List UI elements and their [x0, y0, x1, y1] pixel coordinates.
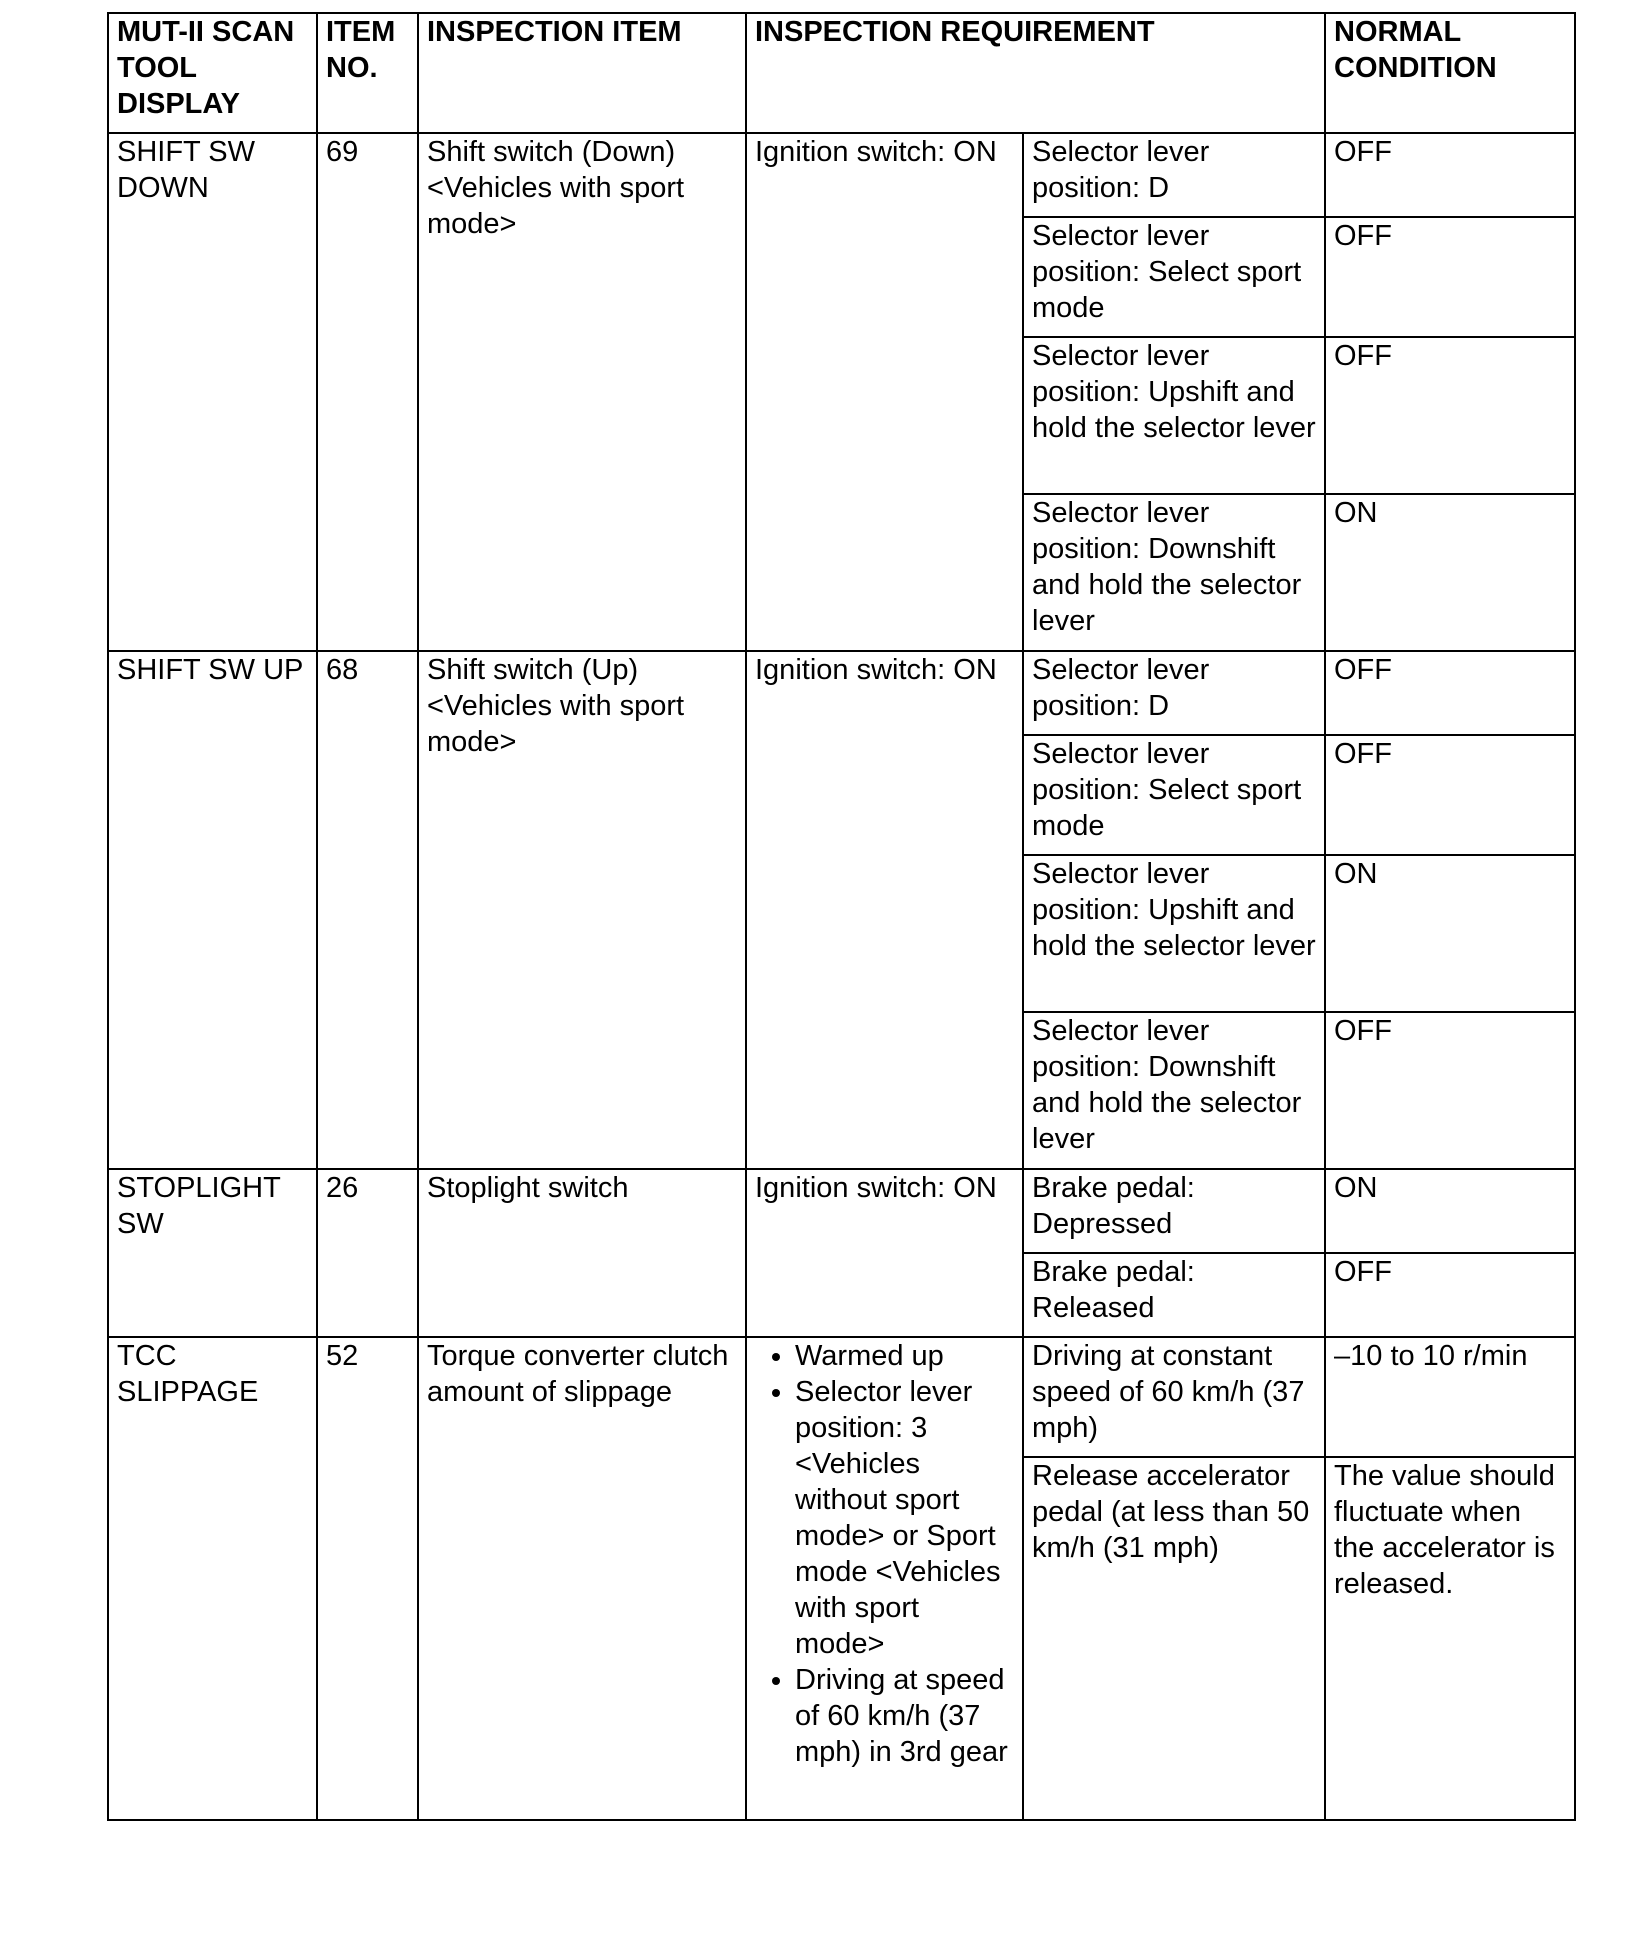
table-row [108, 1169, 1575, 1253]
normal-cell: OFF [1325, 337, 1575, 494]
condition-cell: Driving at constant speed of 60 km/h (37 mph) [1023, 1337, 1325, 1457]
table-row [108, 651, 1575, 735]
condition-cell: Selector lever position: D [1023, 651, 1325, 735]
normal-cell: ON [1325, 494, 1575, 651]
condition-cell: Selector lever position: Downshift and hold the selector lever [1023, 1012, 1325, 1169]
normal-cell: OFF [1325, 217, 1575, 337]
display-cell: STOPLIGHT SW [108, 1169, 317, 1337]
normal-cell: ON [1325, 1169, 1575, 1253]
list-item: • Warmed up [795, 1338, 1014, 1374]
condition-cell: Selector lever position: Select sport mode [1023, 217, 1325, 337]
table-row [108, 1337, 1575, 1457]
item-no-cell: 69 [317, 133, 418, 651]
condition-cell: Selector lever position: D [1023, 133, 1325, 217]
list-item: • Selector lever position: 3 <Vehicles without sport mode> or Sport mode <Vehicles with sport mode> [795, 1374, 1014, 1662]
inspection-item-cell: Shift switch (Up) <Vehicles with sport mode> [418, 651, 746, 1169]
requirement-list [755, 1338, 1014, 1770]
header-inspection-requirement: INSPECTION REQUIREMENT [746, 13, 1325, 133]
requirement-cell: Ignition switch: ON [746, 651, 1023, 1169]
condition-cell: Brake pedal: Depressed [1023, 1169, 1325, 1253]
requirement-cell [746, 1337, 1023, 1820]
normal-cell: OFF [1325, 1012, 1575, 1169]
condition-cell: Selector lever position: Downshift and hold the selector lever [1023, 494, 1325, 651]
requirement-cell: Ignition switch: ON [746, 1169, 1023, 1337]
normal-cell: OFF [1325, 1253, 1575, 1337]
normal-cell: OFF [1325, 651, 1575, 735]
display-cell: SHIFT SW DOWN [108, 133, 317, 651]
header-row [108, 13, 1575, 133]
inspection-item-cell: Stoplight switch [418, 1169, 746, 1337]
normal-cell: ON [1325, 855, 1575, 1012]
header-display: MUT-II SCAN TOOL DISPLAY [108, 13, 317, 133]
normal-cell: The value should fluctuate when the accelerator is released. [1325, 1457, 1575, 1820]
table-row [108, 133, 1575, 217]
header-item-no: ITEM NO. [317, 13, 418, 133]
condition-cell: Selector lever position: Upshift and hold the selector lever [1023, 337, 1325, 494]
condition-cell: Release accelerator pedal (at less than 50 km/h (31 mph) [1023, 1457, 1325, 1820]
inspection-item-cell: Torque converter clutch amount of slippage [418, 1337, 746, 1820]
inspection-table [107, 12, 1576, 1821]
normal-cell: –10 to 10 r/min [1325, 1337, 1575, 1457]
item-no-cell: 26 [317, 1169, 418, 1337]
normal-cell: OFF [1325, 133, 1575, 217]
item-no-cell: 52 [317, 1337, 418, 1820]
list-item: • Driving at speed of 60 km/h (37 mph) in 3rd gear [795, 1662, 1014, 1770]
condition-cell: Brake pedal: Released [1023, 1253, 1325, 1337]
normal-cell: OFF [1325, 735, 1575, 855]
header-inspection-item: INSPECTION ITEM [418, 13, 746, 133]
requirement-cell: Ignition switch: ON [746, 133, 1023, 651]
item-no-cell: 68 [317, 651, 418, 1169]
condition-cell: Selector lever position: Upshift and hold the selector lever [1023, 855, 1325, 1012]
display-cell: SHIFT SW UP [108, 651, 317, 1169]
display-cell: TCC SLIPPAGE [108, 1337, 317, 1820]
condition-cell: Selector lever position: Select sport mode [1023, 735, 1325, 855]
header-normal-condition: NORMAL CONDITION [1325, 13, 1575, 133]
inspection-item-cell: Shift switch (Down) <Vehicles with sport mode> [418, 133, 746, 651]
